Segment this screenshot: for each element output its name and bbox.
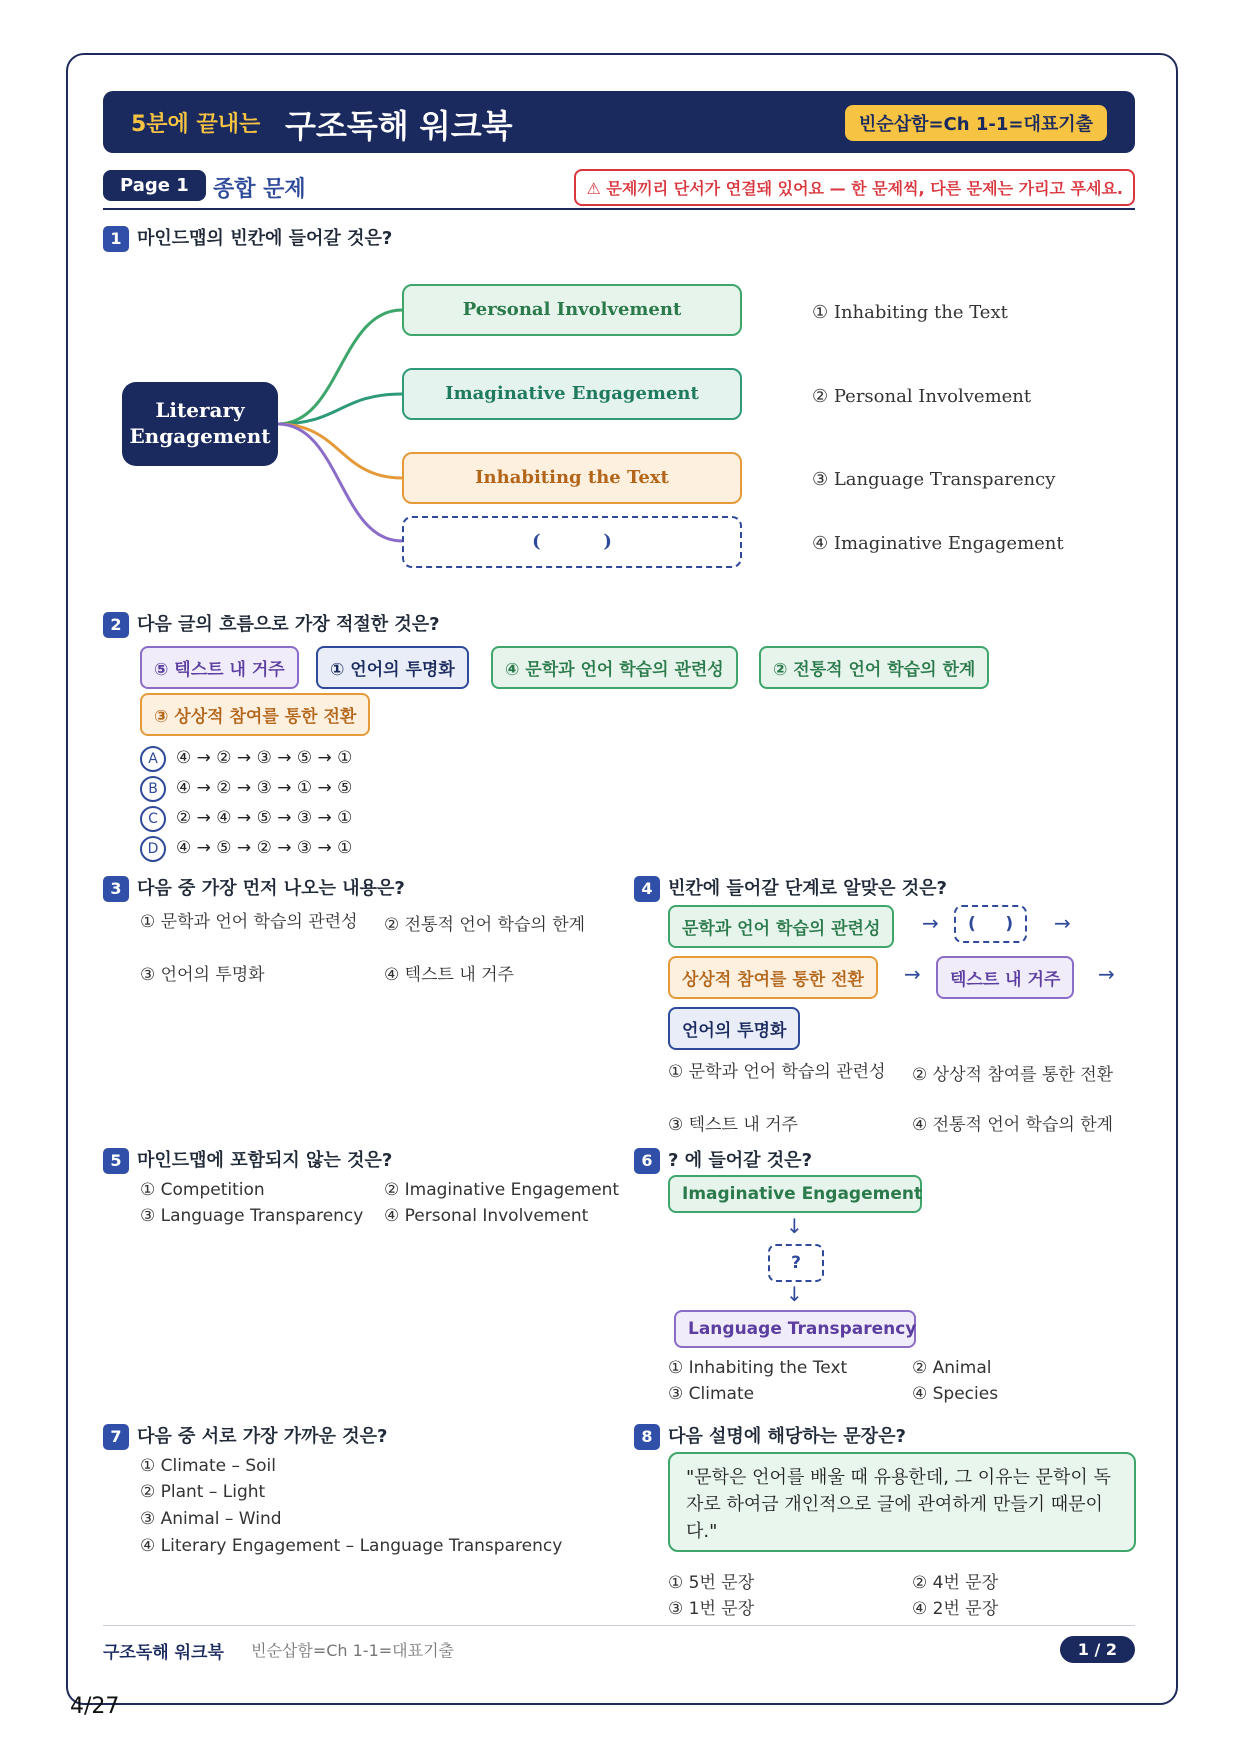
- q7-option[interactable]: ① Climate – Soil: [140, 1456, 277, 1476]
- question-number: 2: [103, 612, 129, 638]
- question-text: ? 에 들어갈 것은?: [668, 1150, 813, 1171]
- question-8: [634, 1422, 906, 1450]
- root-line-2: Engagement: [129, 424, 271, 448]
- flow-chip: ③ 상상적 참여를 통한 전환: [140, 693, 370, 736]
- connector-line: [278, 424, 402, 541]
- question-6: [634, 1146, 812, 1174]
- q2-choice[interactable]: [140, 806, 352, 832]
- q7-option[interactable]: ② Plant – Light: [140, 1482, 266, 1502]
- q5-option[interactable]: ① Competition: [140, 1180, 265, 1200]
- quote-box: "문학은 언어를 배울 때 유용한데, 그 이유는 문학이 독자로 하여금 개인적으로 글에 관여하게 만들기 때문이다.": [668, 1452, 1136, 1552]
- question-text: 다음 중 서로 가장 가까운 것은?: [137, 1426, 388, 1447]
- q5-option[interactable]: ④ Personal Involvement: [384, 1206, 589, 1226]
- q2-choice[interactable]: [140, 776, 352, 802]
- step-chip: 언어의 투명화: [668, 1007, 800, 1050]
- mindmap-blank-node[interactable]: ( ): [402, 516, 742, 568]
- header-kicker: 5분에 끝내는: [131, 112, 261, 137]
- page-label: Page 1: [103, 170, 206, 201]
- choice-letter: A: [140, 746, 166, 772]
- step-chip: 문학과 언어 학습의 관련성: [668, 905, 894, 948]
- question-text: 빈칸에 들어갈 단계로 알맞은 것은?: [668, 878, 947, 899]
- question-5: [103, 1146, 392, 1174]
- q1-option[interactable]: ③ Language Transparency: [812, 469, 1056, 490]
- footer-page-badge: 1 / 2: [1060, 1636, 1135, 1663]
- q8-option[interactable]: ① 5번 문장: [668, 1573, 755, 1593]
- flow-chip: ① 언어의 투명화: [316, 646, 469, 689]
- warning-banner: ⚠ 문제끼리 단서가 연결돼 있어요 — 한 문제씩, 다른 문제는 가리고 푸세요.: [574, 169, 1135, 206]
- q2-choice[interactable]: [140, 746, 352, 772]
- footer-subtitle: 빈순삽함=Ch 1-1=대표기출: [251, 1641, 454, 1660]
- q6-option[interactable]: ④ Species: [912, 1384, 999, 1404]
- q7-option[interactable]: ③ Animal – Wind: [140, 1509, 282, 1529]
- choice-letter: D: [140, 836, 166, 862]
- header-title: 구조독해 워크북: [285, 107, 513, 145]
- q1-option[interactable]: ② Personal Involvement: [812, 386, 1032, 407]
- arrow-icon: →: [904, 962, 921, 986]
- mindmap-node: Personal Involvement: [402, 284, 742, 336]
- section-title: 종합 문제: [213, 177, 306, 202]
- root-line-1: Literary: [155, 398, 245, 422]
- question-number: 1: [103, 226, 129, 252]
- q6-option[interactable]: ② Animal: [912, 1358, 992, 1378]
- q7-option[interactable]: ④ Literary Engagement – Language Transparency: [140, 1536, 563, 1556]
- q8-option[interactable]: ③ 1번 문장: [668, 1599, 755, 1619]
- connector-line: [278, 424, 402, 478]
- flow-bottom-node: Language Transparency: [674, 1310, 916, 1348]
- q6-option[interactable]: ③ Climate: [668, 1384, 755, 1404]
- q2-choice[interactable]: [140, 836, 352, 862]
- question-number: 5: [103, 1148, 129, 1174]
- flow-chip: ② 전통적 언어 학습의 한계: [759, 646, 989, 689]
- q3-option[interactable]: ③ 언어의 투명화: [140, 965, 265, 985]
- question-text: 마인드맵에 포함되지 않는 것은?: [137, 1150, 393, 1171]
- q4-option[interactable]: ② 상상적 참여를 통한 전환: [912, 1065, 1114, 1085]
- q3-option[interactable]: ② 전통적 언어 학습의 한계: [384, 915, 586, 935]
- q8-option[interactable]: ④ 2번 문장: [912, 1599, 999, 1619]
- footer-title: 구조독해 워크북: [103, 1643, 224, 1663]
- question-3: [103, 874, 405, 902]
- down-arrow-icon: ↓: [786, 1214, 803, 1238]
- choice-sequence: ④ → ② → ③ → ① → ⑤: [176, 778, 353, 798]
- choice-letter: B: [140, 776, 166, 802]
- q4-option[interactable]: ③ 텍스트 내 거주: [668, 1115, 798, 1135]
- question-number: 3: [103, 876, 129, 902]
- q1-option[interactable]: ④ Imaginative Engagement: [812, 533, 1064, 554]
- flow-chip: ④ 문학과 언어 학습의 관련성: [491, 646, 738, 689]
- q5-option[interactable]: ③ Language Transparency: [140, 1206, 364, 1226]
- step-chip: 텍스트 내 거주: [936, 956, 1074, 999]
- page-count: 4/27: [70, 1694, 120, 1719]
- arrow-icon: →: [1098, 962, 1115, 986]
- question-2: [103, 610, 440, 638]
- header-tag: 빈순삽함=Ch 1-1=대표기출: [845, 105, 1107, 141]
- choice-sequence: ④ → ② → ③ → ⑤ → ①: [176, 748, 353, 768]
- question-text: 다음 글의 흐름으로 가장 적절한 것은?: [137, 614, 440, 635]
- step-chip: 상상적 참여를 통한 전환: [668, 956, 878, 999]
- question-number: 4: [634, 876, 660, 902]
- question-text: 마인드맵의 빈칸에 들어갈 것은?: [137, 228, 393, 249]
- flow-chip: ⑤ 텍스트 내 거주: [140, 646, 299, 689]
- q4-option[interactable]: ④ 전통적 언어 학습의 한계: [912, 1115, 1114, 1135]
- q3-option[interactable]: ① 문학과 언어 학습의 관련성: [140, 912, 358, 932]
- mindmap-node: Imaginative Engagement: [402, 368, 742, 420]
- question-4: [634, 874, 947, 902]
- question-number: 8: [634, 1424, 660, 1450]
- arrow-icon: →: [1054, 911, 1071, 935]
- question-number: 6: [634, 1148, 660, 1174]
- arrow-icon: →: [922, 911, 939, 935]
- q6-option[interactable]: ① Inhabiting the Text: [668, 1358, 848, 1378]
- mindmap-root: [122, 382, 278, 466]
- q5-option[interactable]: ② Imaginative Engagement: [384, 1180, 620, 1200]
- q8-option[interactable]: ② 4번 문장: [912, 1573, 999, 1593]
- q3-option[interactable]: ④ 텍스트 내 거주: [384, 965, 514, 985]
- flow-blank-node[interactable]: ?: [768, 1244, 824, 1282]
- question-text: 다음 중 가장 먼저 나오는 내용은?: [137, 878, 405, 899]
- flow-top-node: Imaginative Engagement: [668, 1175, 922, 1213]
- question-7: [103, 1422, 387, 1450]
- choice-letter: C: [140, 806, 166, 832]
- q1-option[interactable]: ① Inhabiting the Text: [812, 302, 1008, 323]
- q4-option[interactable]: ① 문학과 언어 학습의 관련성: [668, 1062, 886, 1082]
- mindmap-node: Inhabiting the Text: [402, 452, 742, 504]
- question-number: 7: [103, 1424, 129, 1450]
- choice-sequence: ② → ④ → ⑤ → ③ → ①: [176, 808, 353, 828]
- connector-line: [278, 310, 402, 424]
- question-text: 다음 설명에 해당하는 문장은?: [668, 1426, 906, 1447]
- step-blank[interactable]: ( ): [954, 905, 1027, 943]
- page-footer: [103, 1625, 1135, 1666]
- choice-sequence: ④ → ⑤ → ② → ③ → ①: [176, 838, 353, 858]
- down-arrow-icon: ↓: [786, 1282, 803, 1306]
